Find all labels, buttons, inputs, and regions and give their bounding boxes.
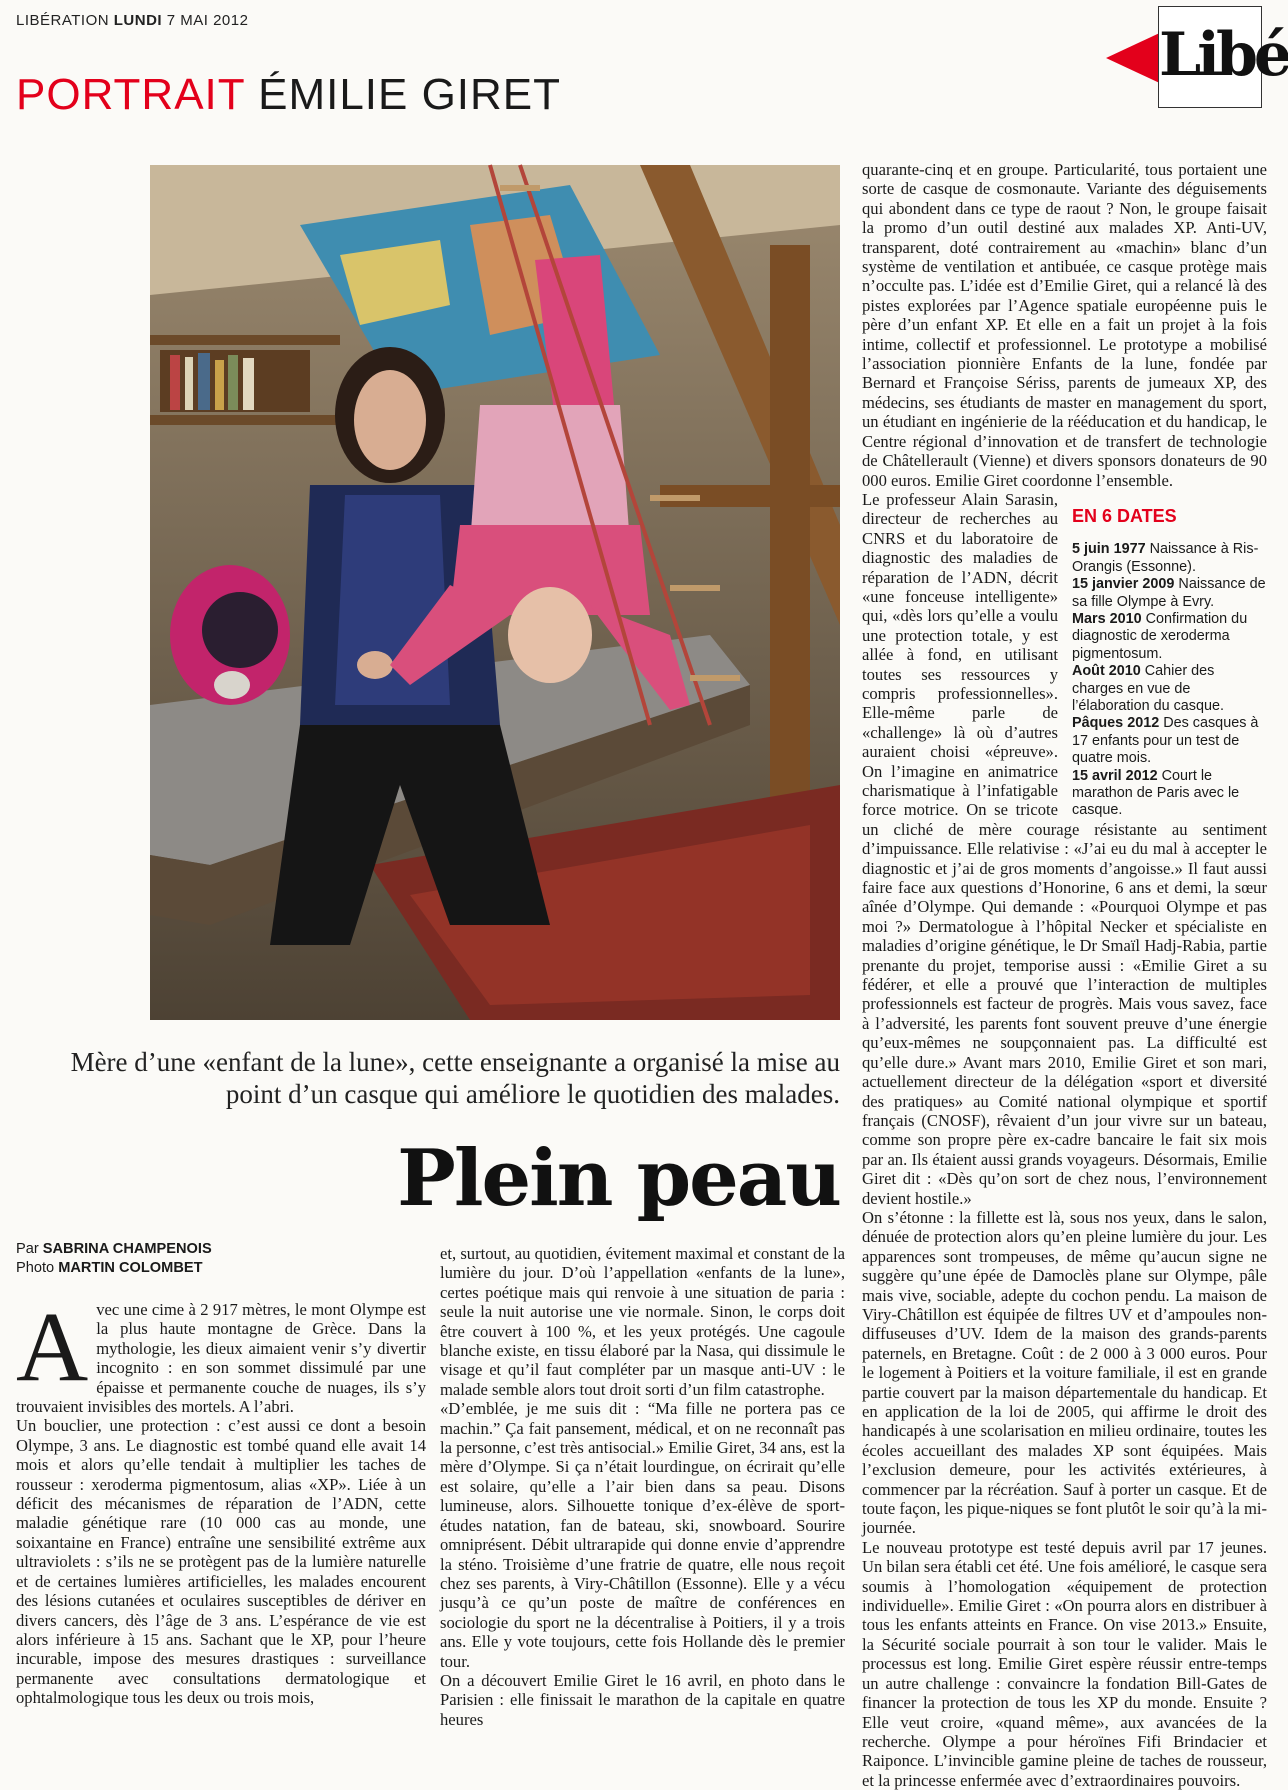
logo-arrow-icon <box>1106 30 1166 86</box>
byline <box>16 1240 212 1278</box>
date-label: Mars 2010 <box>1072 610 1142 627</box>
date-label: 5 juin 1977 <box>1072 541 1146 558</box>
paragraph: et, surtout, au quotidien, évitement maximal et constant de la lumière du jour. D’où l’appellation «enfants de la lune», certes poétique mais qui renvoie à une situation de paria : seule la nuit autorise une vie normale. Sinon, le corps doit être couvert à 100 %, et les yeux protégés. Une cagoule blanche existe, en tissu élaboré par la Nasa, qui dissimule le visage et qu’il faut compléter par un masque anti-UV : le malade semble alors tout droit sorti d’un film catastrophe. <box>440 1244 845 1399</box>
standfirst: Mère d’une «enfant de la lune», cette enseignante a organisé la mise au point d’un casque qui améliore le quotidien des malades. <box>70 1047 840 1109</box>
date-text: Court le marathon de Paris avec le casque. <box>1072 767 1240 819</box>
libe-logo <box>1102 6 1288 106</box>
paragraph: «D’emblée, je me suis dit : “Ma fille ne portera pas ce machin.” Ça fait pansement, médical, et on ne reconnaît pas la personne, c’est très antisocial.» Emilie Giret, 34 ans, est la mère d’Olympe. Si ça n’était lourdingue, on écrirait qu’elle est solaire, qu’elle a l’air bien dans sa peau. Disons lumineuse, alors. Silhouette tonique d’ex-élève de sport-études natation, fan de bateau, ski, snowboard. Sourire omniprésent. Débit ultrarapide qui donne envie d’apprendre la sténo. Troisième d’une fratrie de quatre, elle nous reçoit chez ses parents, à Viry-Châtillon (Essonne). Elle y a vécu jusqu’à ce qu’un poste de maître de conférences en sociologie du sport ne la décentralise à Poitiers, il y a trois ans. Elle y vote toujours, cette fois Hollande dès le premier tour. <box>440 1399 845 1671</box>
date-text: Des casques à 17 enfants pour un test de quatre mois. <box>1072 715 1259 767</box>
date-label: 15 avril 2012 <box>1072 767 1158 784</box>
photo-label: Photo <box>16 1260 55 1276</box>
date-entry <box>1072 611 1267 663</box>
date-entry <box>1072 576 1267 611</box>
par-label: Par <box>16 1241 39 1257</box>
photographer-name: MARTIN COLOMBET <box>58 1260 203 1276</box>
author-line <box>16 1240 212 1259</box>
masthead-line <box>16 12 248 29</box>
section-kicker: PORTRAIT <box>16 70 245 119</box>
dates-box-title: EN 6 DATES <box>1072 505 1177 526</box>
date-label: 15 janvier 2009 <box>1072 576 1175 593</box>
article-column-middle <box>440 1244 845 1729</box>
date-label: Août 2010 <box>1072 663 1141 680</box>
photo-credit-line <box>16 1259 212 1278</box>
paragraph: Le nouveau prototype est testé depuis avril par 17 jeunes. Un bilan sera établi cet été. Une fois amélioré, le casque sera soumis à l’homologation «équipement de protection individuelle». Emilie Giret : «On pourra alors en distribuer à tous les enfants atteints en France. On vise 2013.» Ensuite, la Sécurité sociale pourrait à son tour le valider. Mais le processus est long. Emilie Giret espère réussir entre-temps un autre challenge : convaincre la fondation Bill-Gates de financer la protection de tous les XP du monde. Ensuite ? Elle veut croire, «quand même», aux avancées de la recherche. Olympe a pour héroïnes Fifi Brindacier et Raiponce. L’invincible gamine pleine de taches de rousseur, et la princesse enfermée avec d’extraordinaires pouvoirs. <box>862 1537 1267 1790</box>
date-text: Naissance de sa fille Olympe à Evry. <box>1072 576 1266 610</box>
section-subject-name: ÉMILIE GIRET <box>258 70 562 119</box>
logo-text: Libé <box>1158 6 1262 108</box>
paragraph: On a découvert Emilie Giret le 16 avril, en photo dans le Parisien : elle finissait le marathon de la capitale en quatre heures <box>440 1670 845 1729</box>
issue-date: 7 MAI 2012 <box>166 12 249 29</box>
paragraph: vec une cime à 2 917 mètres, le mont Olympe est la plus haute montagne de Grèce. Dans la mythologie, les dieux aimaient venir s’y divertir incognito : en son sommet dissimulé par une épaisse et permanente couche de nuages, ils s’y trouvaient invisibles des mortels. A l’abri. <box>16 1300 426 1417</box>
date-text: Cahier des charges en vue de l’élaboration du casque. <box>1072 663 1225 714</box>
section-title <box>16 70 561 120</box>
date-text: Confirmation du diagnostic de xeroderma pigmentosum. <box>1072 610 1248 662</box>
dropcap: A <box>16 1291 89 1402</box>
paragraph: On s’étonne : la fillette est là, sous nos yeux, dans le salon, dénuée de protection alors qu’en pleine lumière du jour. Les apparences sont trompeuses, de même qu’aucun signe ne suggère qu’une épée de Damoclès plane sur Olympe, pâle mais vive, sociable, adepte du cochon pendu. La maison de Viry-Châtillon est équipée de filtres UV et d’ampoules non-diffuseuses d’UV. Idem de la maison des grands-parents paternels, en Bretagne. Coût : de 2 000 à 3 000 euros. Pour le logement à Poitiers et la voiture familiale, il est en grande partie couvert par la maison départementale du handicap. Et en application de la loi de 2005, qui affirme le droit des handicapés à une scolarisation en milieu ordinaire, toutes les écoles accueillant des malades XP sont équipées. Mais l’exclusion demeure, pour les activités extérieures, à commencer par la récréation. Sauf à porter un casque. Et de toute façon, les pique-niques se font plutôt le soir qu’à la mi-journée. <box>862 1207 1267 1538</box>
date-entry <box>1072 663 1267 715</box>
date-entry <box>1072 715 1267 767</box>
portrait-photo-image <box>150 165 840 1020</box>
paragraph: Un bouclier, une protection : c’est aussi ce dont a besoin Olympe, 3 ans. Le diagnostic est tombé quand elle avait 14 mois et alors qu’elle tendait à multiplier les taches de rousseur : xeroderma pigmentosum, alias «XP». Liée à un déficit des mécanismes de réparation de l’ADN, cette maladie génétique rare (10 000 cas au monde, une soixantaine en France) entraîne une sensibilité extrême aux ultraviolets : s’ils ne se protègent pas de la lumière naturelle et de certaines lumières artificielles, les malades encourent des lésions cutanées et oculaires susceptibles de dériver en divers cancers, dès l’âge de 3 ans. L’espérance de vie est alors inférieure à 15 ans. Sachant que le XP, pour l’heure incurable, impose des mesures drastiques : surveillance permanente avec consultations dermatologique et ophtalmologique tous les deux ou trois mois, <box>16 1416 426 1708</box>
date-text: Naissance à Ris-Orangis (Essonne). <box>1072 541 1259 575</box>
date-entry <box>1072 541 1267 576</box>
portrait-photo <box>150 165 840 1020</box>
paragraph: quarante-cinq et en groupe. Particularité, tous portaient une sorte de casque de cosmonaute. Variante des déguisements qui abondent dans ce type de raout ? Non, le groupe faisait la promo d’un outil destiné aux malades XP. Anti-UV, transparent, doté contrairement au «machin» blanc d’un système de ventilation et antibuée, ce casque protège mais n’occulte pas. L’idée est d’Emilie Giret, qui a relancé là des pistes explorées par l’Agence spatiale européenne puis le père d’un enfant XP. Et elle en a fait un projet à la fois intime, collectif et professionnel. Le prototype a mobilisé l’association pionnière Enfants de la lune, fondée par Bernard et Françoise Sériss, parents de jumeaux XP, des médecins, ses étudiants de master en management du sport, un étudiant en ingénierie de la rééducation et du handicap, le Centre régional d’innovation et de transfert de technologie de Châtellerault (Vienne) et divers sponsors donateurs de 90 000 euros. Emilie Giret coordonne l’ensemble. <box>862 160 1267 490</box>
article-column-right <box>862 160 1267 1790</box>
dates-box <box>1072 505 1267 819</box>
headline: Plein peau <box>397 1133 840 1224</box>
publication-name: LIBÉRATION <box>16 12 110 29</box>
article-column-left <box>16 1291 426 1708</box>
author-name: SABRINA CHAMPENOIS <box>42 1241 212 1257</box>
issue-day: LUNDI <box>113 12 163 29</box>
date-entry <box>1072 768 1267 820</box>
paragraph: Le professeur Alain Sarasin, directeur de recherches au CNRS et du laboratoire de diagnostic des maladies de réparation de l’ADN, décrit «une fonceuse intelligente» qui, «dès lors qu’elle a voulu une protection totale, y est allée à fond, en utilisant toutes ses ressources y compris professionnelles». Elle-même parle de «challenge» là où d’autres auraient choisi «épreuve». On l’imagine en animatrice charismatique à l’infatigable force motrice. On se tricote un cliché de mère courage résistante au sentiment d’impuissance. Elle relativise : «J’ai eu du mal à accepter le diagnostic et j’ai de gros moments d’angoisse.» Il faut aussi faire face aux questions d’Honorine, 6 ans et demi, la sœur aînée d’Olympe. Qui demande : «Pourquoi Olympe et pas moi ?» Dermatologue à l’hôpital Necker et spécialiste en maladies d’origine génétique, le Dr Smaïl Hadj-Rabia, partie prenante du projet, temporise aussi : «Emilie Giret a su fédérer, et elle a prouvé que l’interaction de multiples professionnels est facteur de progrès. Mais vous savez, face à l’adversité, les parents font souvent preuve d’une énergie qu’eux-mêmes ne soupçonnaient pas. La difficulté est qu’elle dure.» Avant mars 2010, Emilie Giret et son mari, actuellement directeur de la délégation «sport et diversité des pratiques» au Comité national olympique et sportif français (CNOSF), rêvaient d’un jour vivre sur un bateau, comme son propre père ex-cadre bancaire le fait six mois par an. Ils étaient aussi grands voyageurs. Désormais, Emilie Giret dit : «Dès qu’on sort de chez nous, l’environnement devient hostile.» <box>862 489 1267 1208</box>
date-label: Pâques 2012 <box>1072 715 1160 732</box>
